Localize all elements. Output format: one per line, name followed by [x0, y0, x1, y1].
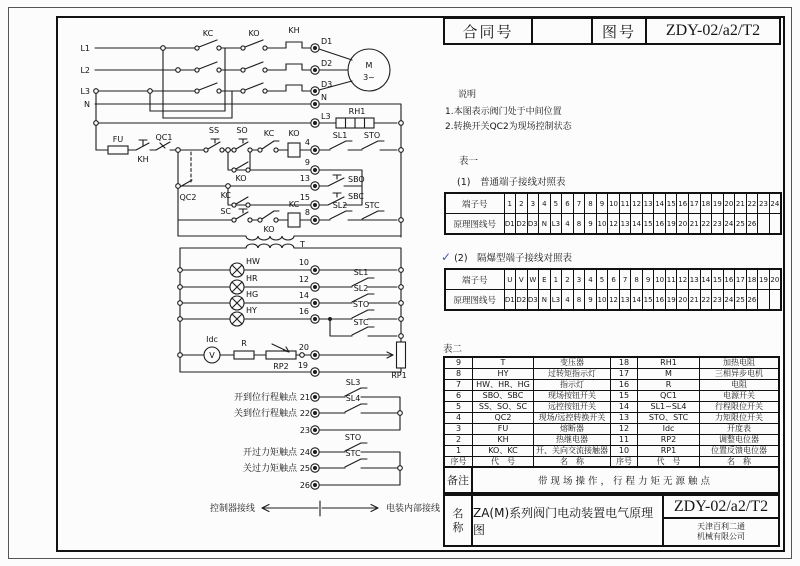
remark-label: 备注 [445, 468, 473, 492]
table1-title: 表一 [459, 156, 479, 167]
terminal-table-normal [444, 192, 782, 235]
wire-cell: 13 [619, 290, 631, 311]
label-t26: 26 [299, 481, 310, 490]
wire-cell: 15 [642, 214, 654, 235]
label-d1: D1 [321, 37, 333, 46]
table2-caption: (2) 隔爆型端子接线对照表 [454, 253, 573, 264]
seq-no: 18 [611, 357, 638, 369]
component-name: 名 称 [534, 457, 611, 469]
label-sc: SC [220, 207, 231, 216]
table1-caption: (1) 普通端子接线对照表 [457, 177, 566, 188]
code: KH [473, 435, 534, 446]
coil-ko [288, 143, 300, 157]
wire-cell: 22 [700, 290, 712, 311]
wire-cell: 14 [631, 214, 643, 235]
label-kh2: KH [137, 155, 149, 164]
drawing-no-label: 图号 [591, 19, 645, 43]
terminal-cell: 3 [527, 193, 539, 214]
seq-no: 5 [444, 402, 473, 413]
wire-cell: 16 [654, 290, 666, 311]
label-ko: KO [248, 29, 260, 38]
terminal-cell: W [527, 269, 539, 290]
terminal-cell: 8 [631, 269, 643, 290]
terminal-cell: 8 [585, 193, 597, 214]
label-kc: KC [202, 29, 214, 38]
company-name [664, 519, 778, 545]
terminal-number-row [445, 269, 781, 290]
terminal-cell: 2 [516, 193, 528, 214]
wire-cell: 16 [654, 214, 666, 235]
label-sl2b: SL2 [353, 284, 369, 293]
notes-title: 说明 [458, 90, 477, 100]
row-header: 端子号 [445, 193, 504, 214]
label-idc: Idc [206, 335, 218, 344]
component-name: 开度表 [700, 424, 780, 435]
wire-cell: 20 [677, 214, 689, 235]
wire-cell: 26 [746, 214, 758, 235]
wire-cell: 10 [596, 290, 608, 311]
terminal-table-exproof [444, 268, 782, 311]
label-t23: 23 [299, 426, 310, 435]
label-rp2: RP2 [273, 362, 289, 371]
label-l1: L1 [80, 44, 90, 53]
terminal-number-row [445, 193, 781, 214]
wire-cell: 8 [573, 214, 585, 235]
label-hy: HY [246, 306, 257, 315]
terminal-cell: 17 [689, 193, 701, 214]
terminal-cell: 24 [769, 193, 781, 214]
terminal-cell: 11 [619, 193, 631, 214]
titleblock-label: 名称 [445, 496, 473, 545]
component-row [444, 446, 779, 457]
terminal-cell: 19 [712, 193, 724, 214]
terminal-cell: 20 [769, 269, 781, 290]
terminal-cell: E [539, 269, 551, 290]
code: Idc [638, 424, 700, 435]
terminal-cell: 4 [585, 269, 597, 290]
label-motor: M [365, 61, 373, 70]
potentiometer-rp2 [266, 351, 296, 359]
fuse-fu [108, 146, 128, 154]
terminal-cell: 12 [631, 193, 643, 214]
seq-no: 13 [611, 413, 638, 424]
table3-title: 表二 [443, 344, 463, 355]
code: RP1 [638, 446, 700, 457]
seq-no: 序号 [444, 457, 473, 469]
wire-cell: D3 [527, 214, 539, 235]
code: QC1 [638, 391, 700, 402]
label-sbo: SBO [348, 175, 365, 184]
seq-no: 6 [444, 391, 473, 402]
resistor-r [234, 351, 254, 359]
wire-cell: D2 [516, 214, 528, 235]
lamp-symbols [230, 263, 244, 326]
wire-cell: 14 [631, 290, 643, 311]
terminal-cell: 6 [562, 193, 574, 214]
label-so: SO [236, 126, 248, 135]
terminal-cell: U [504, 269, 516, 290]
code: 代 号 [638, 457, 700, 469]
label-t: T [300, 240, 305, 249]
control-circuit [108, 139, 403, 236]
label-d2: D2 [321, 59, 333, 68]
code: M [638, 369, 700, 380]
code: KO、KC [473, 446, 534, 457]
wire-cell: 19 [665, 214, 677, 235]
seq-no: 序号 [611, 457, 638, 469]
terminal-cell: 9 [642, 269, 654, 290]
component-name: 电阻 [700, 380, 780, 391]
wire-cell: 12 [608, 290, 620, 311]
label-sl1b: SL1 [353, 268, 369, 277]
terminal-cell: 15 [712, 269, 724, 290]
wire-cell: 12 [608, 214, 620, 235]
terminal-cell: 15 [665, 193, 677, 214]
code: SBO、SBC [473, 391, 534, 402]
component-name: 名 称 [700, 457, 780, 469]
code: FU [473, 424, 534, 435]
seq-no: 11 [611, 435, 638, 446]
wire-cell: 21 [689, 214, 701, 235]
terminal-cell: 1 [504, 193, 516, 214]
seq-no: 10 [611, 446, 638, 457]
terminal-cell: 20 [723, 193, 735, 214]
label-d3: D3 [321, 80, 333, 89]
wire-cell: 19 [665, 290, 677, 311]
drawing-no-value: ZDY-02/a2/T2 [645, 19, 779, 43]
terminal-cell: V [516, 269, 528, 290]
label-controller-wiring: 控制器接线 [209, 504, 255, 514]
terminal-cell: 17 [735, 269, 747, 290]
seq-no: 12 [611, 424, 638, 435]
label-sl4: SL4 [345, 394, 361, 403]
wire-cell: D1 [504, 290, 516, 311]
component-name: 变压器 [534, 357, 611, 369]
code: RP2 [638, 435, 700, 446]
terminal-cell: 11 [665, 269, 677, 290]
component-name: 过转矩指示灯 [534, 369, 611, 380]
component-name: 远控按钮开关 [534, 402, 611, 413]
terminal-cell: 23 [758, 193, 770, 214]
terminal-cell: 19 [758, 269, 770, 290]
component-name: 电源开关 [700, 391, 780, 402]
note-line: 2.转换开关QC2为现场控制状态 [445, 122, 572, 132]
label-t9: 9 [304, 158, 310, 167]
label-t16: 16 [298, 307, 309, 316]
component-row [444, 402, 779, 413]
code: RH1 [638, 357, 700, 369]
label-stoc: STO [344, 433, 362, 442]
terminal-cell: 13 [689, 269, 701, 290]
terminal-cell: 5 [550, 193, 562, 214]
seq-no: 17 [611, 369, 638, 380]
label-stcc: STC [345, 449, 361, 458]
label-ko2: KO [235, 174, 247, 183]
title-strip [443, 17, 781, 45]
code: SL1~SL4 [638, 402, 700, 413]
seq-no: 2 [444, 435, 473, 446]
label-ko4: KO [263, 225, 275, 234]
label-l3-term: L3 [321, 112, 331, 121]
wire-cell: 13 [619, 214, 631, 235]
terminal-cell: 16 [677, 193, 689, 214]
seq-no: 14 [611, 402, 638, 413]
wire-cell: 9 [585, 290, 597, 311]
row-header: 端子号 [445, 269, 504, 290]
terminal-cell: 7 [573, 193, 585, 214]
wire-cell: 21 [689, 290, 701, 311]
label-t25: 25 [299, 464, 310, 473]
wire-cell: D3 [527, 290, 539, 311]
wire-cell: 23 [712, 290, 724, 311]
label-t15: 15 [299, 193, 310, 202]
terminal-cell: 22 [746, 193, 758, 214]
contract-no-value [531, 19, 591, 43]
label-qc1: QC1 [155, 133, 173, 142]
label-r: R [241, 339, 247, 348]
label-l2: L2 [80, 66, 90, 75]
wire-cell: L3 [550, 214, 562, 235]
wire-cell: 26 [746, 290, 758, 311]
contract-no-label: 合同号 [462, 22, 514, 41]
label-t21: 21 [299, 393, 310, 402]
wire-cell: D2 [516, 290, 528, 311]
label-sl1: SL1 [332, 131, 348, 140]
wire-cell: 8 [573, 290, 585, 311]
wire-number-row [445, 214, 781, 235]
label-kc2: KC [263, 129, 275, 138]
row-header: 原理图线号 [445, 214, 504, 235]
wire-cell: 4 [562, 214, 574, 235]
terminal-cell: 1 [550, 269, 562, 290]
terminal-cell: 10 [608, 193, 620, 214]
label-kh: KH [288, 26, 300, 35]
label-t4: 4 [304, 138, 310, 147]
component-name: 力矩限位开关 [700, 413, 780, 424]
component-row [444, 391, 779, 402]
component-name: 热继电器 [534, 435, 611, 446]
drawing-name: ZA(M)系列阀门电动装置电气原理图 [473, 496, 664, 545]
label-open-limit: 开到位行程触点 [233, 393, 297, 403]
note-line: 1.本图表示阀门处于中间位置 [445, 107, 562, 117]
label-n-term: N [321, 93, 327, 102]
code: STO、STC [638, 413, 700, 424]
label-l3: L3 [80, 87, 90, 96]
code: R [638, 380, 700, 391]
component-name: 调整电位器 [700, 435, 780, 446]
component-name: 指示灯 [534, 380, 611, 391]
label-t8: 8 [304, 208, 310, 217]
label-hr: HR [246, 274, 258, 283]
label-hg: HG [246, 290, 259, 299]
company-line: 机械有限公司 [697, 532, 745, 541]
wire-cell: D1 [504, 214, 516, 235]
component-name: 熔断器 [534, 424, 611, 435]
thermal-relay-elements [286, 42, 302, 91]
wire-cell [758, 214, 770, 235]
remark-text: 带现场操作，行程力矩无源触点 [537, 476, 713, 487]
label-close-limit: 关到位行程触点 [233, 409, 297, 419]
wire-cell: N [539, 214, 551, 235]
code: 代 号 [473, 457, 534, 469]
seq-no: 4 [444, 413, 473, 424]
terminal-cell: 5 [596, 269, 608, 290]
terminal-cell: 4 [539, 193, 551, 214]
wire-cell: N [539, 290, 551, 311]
wire-cell: 25 [735, 214, 747, 235]
seq-no: 8 [444, 369, 473, 380]
terminal-cell: 14 [654, 193, 666, 214]
label-ss: SS [208, 126, 220, 135]
coil-kc [288, 213, 300, 227]
seq-no: 16 [611, 380, 638, 391]
label-t10: 10 [298, 258, 309, 267]
drawing-no: ZDY-02/a2/T2 [664, 496, 778, 519]
seq-no: 1 [444, 446, 473, 457]
terminal-cell: 3 [573, 269, 585, 290]
component-name: 开、关向交流接触器 [534, 446, 611, 457]
component-row [444, 435, 779, 446]
label-t12: 12 [298, 275, 309, 284]
code: SS、SO、SC [473, 402, 534, 413]
label-sl2: SL2 [332, 201, 348, 210]
row-header: 原理图线号 [445, 290, 504, 311]
title-block [443, 494, 780, 547]
label-t20: 20 [298, 343, 309, 352]
label-stc: STC [364, 201, 380, 210]
terminal-cell: 13 [642, 193, 654, 214]
label-fu: FU [112, 135, 124, 144]
code: HY [473, 369, 534, 380]
label-t19: 19 [297, 361, 308, 370]
terminal-cell: 7 [619, 269, 631, 290]
seq-no: 3 [444, 424, 473, 435]
label-qc2: QC2 [179, 193, 197, 202]
seq-no: 15 [611, 391, 638, 402]
terminal-cell: 6 [608, 269, 620, 290]
seq-no: 9 [444, 357, 473, 369]
label-stcb: STC [353, 318, 369, 327]
label-n: N [84, 100, 90, 109]
component-name: 三相异步电机 [700, 369, 780, 380]
terminal-cell: 14 [700, 269, 712, 290]
component-name: 位置反馈电位器 [700, 446, 780, 457]
code: QC2 [473, 413, 534, 424]
label-kc3: KC [220, 191, 231, 200]
motor-symbol [348, 49, 390, 91]
wire-cell [769, 290, 781, 311]
terminal-cell: 9 [596, 193, 608, 214]
component-name: 现场按钮开关 [534, 391, 611, 402]
notes-block [445, 88, 572, 135]
boundary-marker [262, 501, 378, 516]
label-kc4: KC [288, 200, 300, 209]
code: T [473, 357, 534, 369]
wire-cell: 20 [677, 290, 689, 311]
label-rh1: RH1 [348, 107, 366, 116]
wire-number-row [445, 290, 781, 311]
component-row [444, 380, 779, 391]
remark-block [443, 466, 780, 494]
junction-nodes [176, 148, 404, 223]
label-motor-phase: 3~ [363, 73, 375, 82]
wire-cell: L3 [550, 290, 562, 311]
label-ko3: KO [288, 129, 300, 138]
component-name: 行程限位开关 [700, 402, 780, 413]
label-voltmeter: V [209, 351, 215, 360]
terminal-cell: 21 [735, 193, 747, 214]
terminal-cell: 18 [700, 193, 712, 214]
component-row [444, 369, 779, 380]
wire-cell: 24 [723, 214, 735, 235]
terminal-cell: 2 [562, 269, 574, 290]
wire-cell [758, 290, 770, 311]
component-row [444, 424, 779, 435]
label-internal-wiring: 电装内部接线 [386, 504, 441, 514]
component-row [444, 413, 779, 424]
code: HW、HR、HG [473, 380, 534, 391]
label-sto: STO [363, 131, 381, 140]
check-mark: ✓ [441, 250, 452, 264]
potentiometer-rp1 [397, 342, 406, 368]
wire-cell: 24 [723, 290, 735, 311]
label-sl3: SL3 [345, 378, 361, 387]
label-t24: 24 [299, 448, 310, 457]
component-table [443, 356, 780, 469]
wire-cell: 15 [642, 290, 654, 311]
label-t22: 22 [299, 409, 310, 418]
component-name: 现场/远控转换开关 [534, 413, 611, 424]
label-stob: STO [352, 300, 370, 309]
wire-cell: 4 [562, 290, 574, 311]
wire-cell: 23 [712, 214, 724, 235]
terminal-cell: 12 [677, 269, 689, 290]
terminals [311, 44, 319, 489]
label-t14: 14 [298, 291, 309, 300]
label-hw: HW [246, 257, 260, 266]
label-t13: 13 [299, 174, 310, 183]
component-name: 加热电阻 [700, 357, 780, 369]
terminal-cell: 10 [654, 269, 666, 290]
table2-caption-line [441, 250, 572, 264]
component-row [444, 357, 779, 369]
seq-no: 7 [444, 380, 473, 391]
wire-cell: 22 [700, 214, 712, 235]
label-open-torque: 开过力矩触点 [242, 448, 297, 458]
label-rp1: RP1 [391, 371, 407, 380]
label-sbc: SBC [348, 192, 365, 201]
wire-cell [769, 214, 781, 235]
terminal-cell: 18 [746, 269, 758, 290]
company-line: 天津百利二通 [697, 522, 745, 531]
terminal-cell: 16 [723, 269, 735, 290]
wire-cell: 9 [585, 214, 597, 235]
wire-cell: 10 [596, 214, 608, 235]
label-close-torque: 关过力矩触点 [242, 464, 297, 474]
wire-cell: 25 [735, 290, 747, 311]
